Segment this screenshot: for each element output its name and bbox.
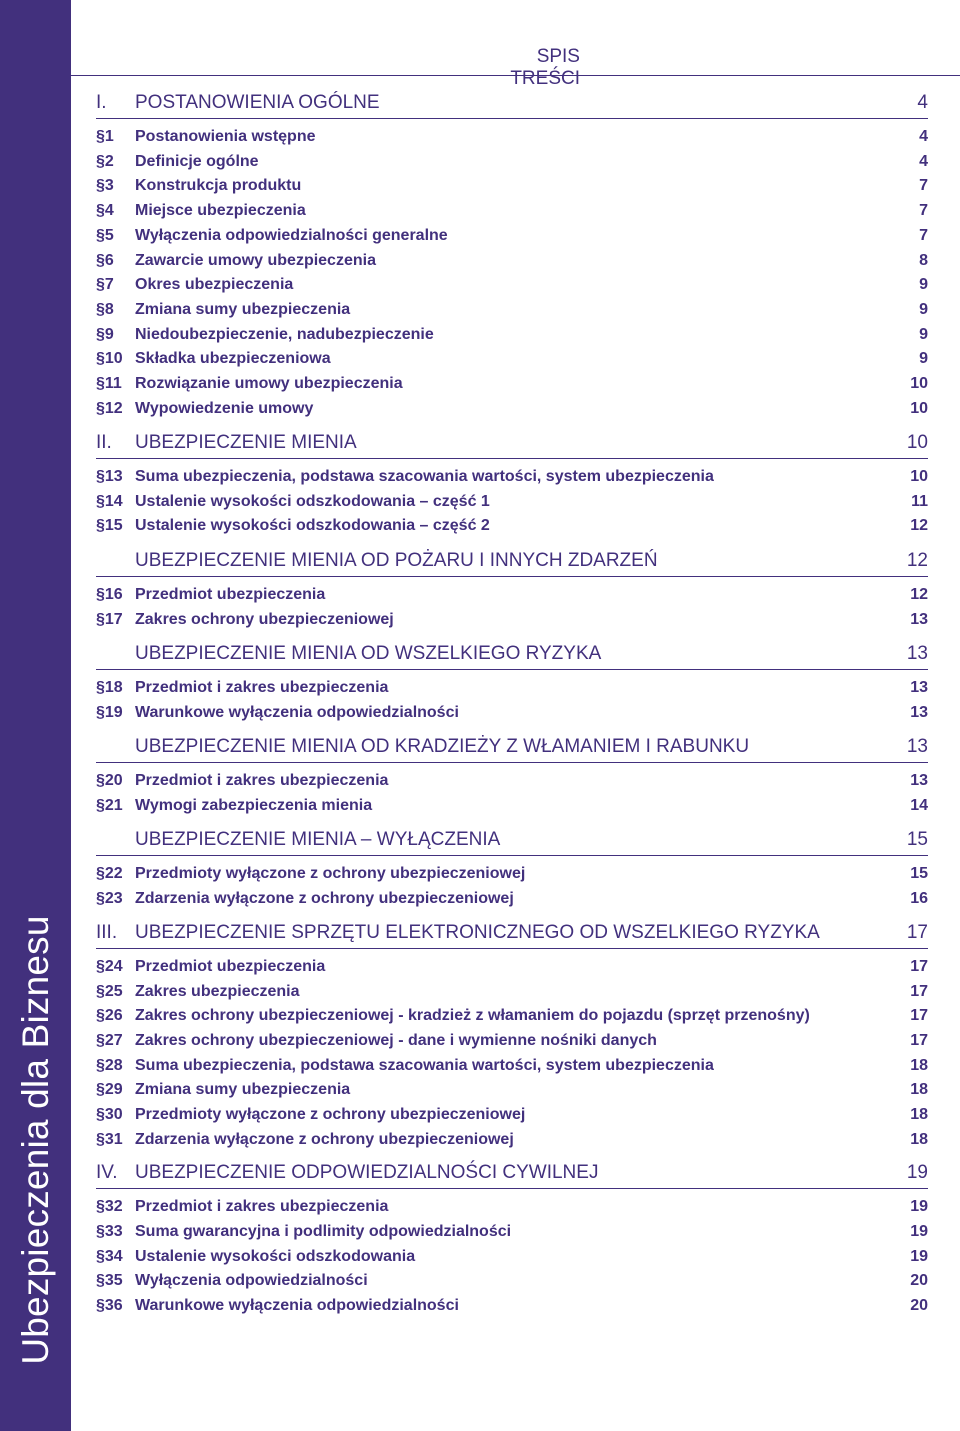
item-page: 20 <box>910 1297 928 1314</box>
toc-item[interactable] <box>96 772 928 796</box>
item-title: Definicje ogólne <box>135 153 259 170</box>
item-number: §31 <box>96 1131 123 1148</box>
item-title: Zawarcie umowy ubezpieczenia <box>135 252 376 269</box>
item-number: §2 <box>96 153 114 170</box>
item-number: §23 <box>96 890 123 907</box>
item-page: 19 <box>910 1198 928 1215</box>
section-page: 12 <box>906 550 928 571</box>
toc-item[interactable] <box>96 1297 928 1321</box>
item-number: §9 <box>96 326 114 343</box>
toc-item[interactable] <box>96 326 928 350</box>
item-title: Zmiana sumy ubezpieczenia <box>135 301 351 318</box>
section-number: I. <box>96 92 107 113</box>
item-title: Przedmiot ubezpieczenia <box>135 586 326 603</box>
item-page: 16 <box>910 890 928 907</box>
item-title: Zakres ochrony ubezpieczeniowej - dane i wymienne nośniki danych <box>135 1032 657 1049</box>
item-page: 12 <box>910 517 928 534</box>
item-number: §22 <box>96 865 123 882</box>
item-page: 9 <box>919 276 928 293</box>
item-page: 13 <box>910 611 928 628</box>
toc-item[interactable] <box>96 301 928 325</box>
section-page: 17 <box>906 922 928 943</box>
item-number: §20 <box>96 772 123 789</box>
page-title: SPIS TREŚCI <box>510 46 580 89</box>
item-number: §36 <box>96 1297 123 1314</box>
item-page: 17 <box>910 1032 928 1049</box>
item-page: 19 <box>910 1223 928 1240</box>
item-page: 14 <box>910 797 928 814</box>
toc-item[interactable] <box>96 1272 928 1296</box>
item-number: §29 <box>96 1081 123 1098</box>
item-page: 13 <box>910 772 928 789</box>
item-number: §16 <box>96 586 123 603</box>
item-number: §18 <box>96 679 123 696</box>
item-page: 4 <box>919 128 928 145</box>
item-number: §10 <box>96 350 123 367</box>
item-page: 7 <box>919 177 928 194</box>
toc-item[interactable] <box>96 1032 928 1056</box>
section-number: III. <box>96 922 118 943</box>
toc-item[interactable] <box>96 797 928 821</box>
section-title: UBEZPIECZENIE SPRZĘTU ELEKTRONICZNEGO OD WSZELKIEGO RYZYKA <box>135 922 820 943</box>
item-number: §33 <box>96 1223 123 1240</box>
item-page: 10 <box>910 468 928 485</box>
item-title: Warunkowe wyłączenia odpowiedzialności <box>135 704 459 721</box>
toc-item[interactable] <box>96 679 928 703</box>
item-title: Miejsce ubezpieczenia <box>135 202 306 219</box>
section-page: 19 <box>906 1162 928 1183</box>
item-page: 20 <box>910 1272 928 1289</box>
toc-item[interactable] <box>96 350 928 374</box>
toc-section[interactable] <box>96 92 928 119</box>
item-page: 15 <box>910 865 928 882</box>
toc-item[interactable] <box>96 375 928 399</box>
item-page: 18 <box>910 1057 928 1074</box>
item-title: Suma gwarancyjna i podlimity odpowiedzialności <box>135 1223 512 1240</box>
item-title: Wymogi zabezpieczenia mienia <box>135 797 373 814</box>
item-title: Zakres ochrony ubezpieczeniowej - kradzież z włamaniem do pojazdu (sprzęt przenośny) <box>135 1007 810 1024</box>
item-title: Zdarzenia wyłączone z ochrony ubezpieczeniowej <box>135 890 514 907</box>
section-page: 10 <box>906 432 928 453</box>
item-title: Konstrukcja produktu <box>135 177 302 194</box>
item-number: §27 <box>96 1032 123 1049</box>
toc-item[interactable] <box>96 1248 928 1272</box>
item-page: 11 <box>911 493 928 510</box>
item-number: §24 <box>96 958 123 975</box>
section-title: POSTANOWIENIA OGÓLNE <box>135 92 380 113</box>
item-title: Niedoubezpieczenie, nadubezpieczenie <box>135 326 434 343</box>
section-title: UBEZPIECZENIE MIENIA <box>135 432 357 453</box>
toc-item[interactable] <box>96 177 928 201</box>
item-title: Przedmiot i zakres ubezpieczenia <box>135 772 389 789</box>
item-number: §3 <box>96 177 114 194</box>
item-page: 13 <box>910 704 928 721</box>
item-title: Przedmiot i zakres ubezpieczenia <box>135 1198 389 1215</box>
item-number: §17 <box>96 611 123 628</box>
section-page: 4 <box>917 92 928 113</box>
item-page: 17 <box>910 958 928 975</box>
item-title: Zakres ubezpieczenia <box>135 983 300 1000</box>
section-page: 13 <box>906 736 928 757</box>
toc-section[interactable] <box>96 1162 928 1189</box>
toc-item[interactable] <box>96 958 928 982</box>
item-title: Wyłączenia odpowiedzialności <box>135 1272 368 1289</box>
item-number: §5 <box>96 227 114 244</box>
toc-item[interactable] <box>96 252 928 276</box>
item-title: Ustalenie wysokości odszkodowania – część 1 <box>135 493 490 510</box>
item-title: Przedmiot ubezpieczenia <box>135 958 326 975</box>
toc-item[interactable] <box>96 1198 928 1222</box>
toc-section[interactable] <box>96 550 928 577</box>
item-page: 17 <box>910 1007 928 1024</box>
toc-item[interactable] <box>96 468 928 492</box>
toc-item[interactable] <box>96 586 928 610</box>
item-page: 10 <box>910 400 928 417</box>
item-title: Ustalenie wysokości odszkodowania – część 2 <box>135 517 490 534</box>
item-number: §1 <box>96 128 114 145</box>
item-number: §25 <box>96 983 123 1000</box>
item-title: Przedmioty wyłączone z ochrony ubezpieczeniowej <box>135 865 526 882</box>
item-page: 9 <box>919 301 928 318</box>
item-page: 10 <box>910 375 928 392</box>
item-page: 18 <box>910 1081 928 1098</box>
item-title: Postanowienia wstępne <box>135 128 316 145</box>
section-page: 13 <box>906 643 928 664</box>
item-number: §6 <box>96 252 114 269</box>
item-page: 19 <box>910 1248 928 1265</box>
toc-item[interactable] <box>96 1007 928 1031</box>
toc-item[interactable] <box>96 865 928 889</box>
toc-item[interactable] <box>96 153 928 177</box>
item-page: 8 <box>919 252 928 269</box>
item-number: §19 <box>96 704 123 721</box>
item-number: §14 <box>96 493 123 510</box>
item-title: Przedmiot i zakres ubezpieczenia <box>135 679 389 696</box>
section-title: UBEZPIECZENIE MIENIA OD POŻARU I INNYCH ZDARZEŃ <box>135 550 658 571</box>
item-number: §8 <box>96 301 114 318</box>
item-page: 18 <box>910 1131 928 1148</box>
toc-section[interactable] <box>96 643 928 670</box>
toc-item[interactable] <box>96 202 928 226</box>
item-title: Wypowiedzenie umowy <box>135 400 314 417</box>
item-number: §7 <box>96 276 114 293</box>
toc-section[interactable] <box>96 736 928 763</box>
item-title: Suma ubezpieczenia, podstawa szacowania wartości, system ubezpieczenia <box>135 468 714 485</box>
toc-item[interactable] <box>96 1057 928 1081</box>
toc-item[interactable] <box>96 983 928 1007</box>
item-number: §11 <box>96 375 122 392</box>
item-number: §26 <box>96 1007 123 1024</box>
title-divider <box>71 75 960 76</box>
item-number: §15 <box>96 517 123 534</box>
section-title: UBEZPIECZENIE MIENIA – WYŁĄCZENIA <box>135 829 501 850</box>
section-page: 15 <box>906 829 928 850</box>
item-page: 7 <box>919 227 928 244</box>
item-title: Zdarzenia wyłączone z ochrony ubezpieczeniowej <box>135 1131 514 1148</box>
toc-item[interactable] <box>96 1106 928 1130</box>
item-title: Zmiana sumy ubezpieczenia <box>135 1081 351 1098</box>
toc-item[interactable] <box>96 276 928 300</box>
section-title: UBEZPIECZENIE ODPOWIEDZIALNOŚCI CYWILNEJ <box>135 1162 599 1183</box>
item-number: §32 <box>96 1198 123 1215</box>
item-number: §12 <box>96 400 123 417</box>
item-title: Warunkowe wyłączenia odpowiedzialności <box>135 1297 459 1314</box>
item-number: §21 <box>96 797 123 814</box>
toc-item[interactable] <box>96 227 928 251</box>
item-page: 17 <box>910 983 928 1000</box>
toc-item[interactable] <box>96 611 928 635</box>
toc-item[interactable] <box>96 1131 928 1155</box>
item-title: Rozwiązanie umowy ubezpieczenia <box>135 375 403 392</box>
item-number: §30 <box>96 1106 123 1123</box>
item-page: 18 <box>910 1106 928 1123</box>
item-number: §35 <box>96 1272 123 1289</box>
item-title: Okres ubezpieczenia <box>135 276 294 293</box>
item-page: 9 <box>919 350 928 367</box>
sidebar <box>0 0 71 1431</box>
item-title: Składka ubezpieczeniowa <box>135 350 331 367</box>
toc-item[interactable] <box>96 493 928 517</box>
toc-item[interactable] <box>96 890 928 914</box>
toc-section[interactable] <box>96 922 928 949</box>
toc-item[interactable] <box>96 400 928 424</box>
section-number: IV. <box>96 1162 118 1183</box>
item-title: Wyłączenia odpowiedzialności generalne <box>135 227 448 244</box>
section-number: II. <box>96 432 112 453</box>
item-page: 12 <box>910 586 928 603</box>
item-page: 13 <box>910 679 928 696</box>
toc-item[interactable] <box>96 517 928 541</box>
item-page: 7 <box>919 202 928 219</box>
toc-section[interactable] <box>96 432 928 459</box>
item-title: Suma ubezpieczenia, podstawa szacowania wartości, system ubezpieczenia <box>135 1057 714 1074</box>
item-number: §4 <box>96 202 114 219</box>
section-title: UBEZPIECZENIE MIENIA OD KRADZIEŻY Z WŁAMANIEM I RABUNKU <box>135 736 750 757</box>
item-number: §28 <box>96 1057 123 1074</box>
sidebar-title: Ubezpieczenia dla Biznesu <box>15 915 56 1365</box>
item-title: Ustalenie wysokości odszkodowania <box>135 1248 416 1265</box>
toc-item[interactable] <box>96 1081 928 1105</box>
item-number: §13 <box>96 468 123 485</box>
toc-item[interactable] <box>96 1223 928 1247</box>
toc-item[interactable] <box>96 128 928 152</box>
section-title: UBEZPIECZENIE MIENIA OD WSZELKIEGO RYZYKA <box>135 643 602 664</box>
item-page: 9 <box>919 326 928 343</box>
toc-section[interactable] <box>96 829 928 856</box>
item-page: 4 <box>919 153 928 170</box>
item-title: Przedmioty wyłączone z ochrony ubezpieczeniowej <box>135 1106 526 1123</box>
toc-item[interactable] <box>96 704 928 728</box>
item-title: Zakres ochrony ubezpieczeniowej <box>135 611 394 628</box>
item-number: §34 <box>96 1248 123 1265</box>
